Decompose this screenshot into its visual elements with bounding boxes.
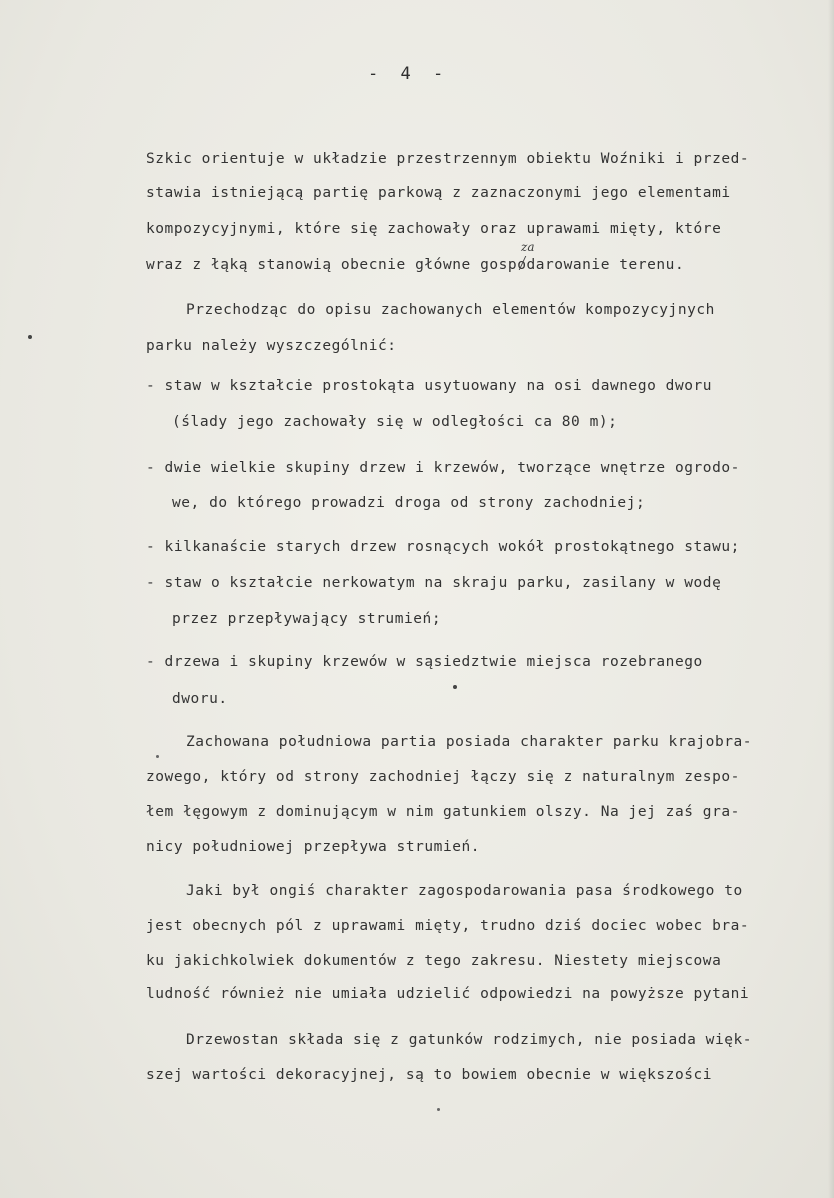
text-line: ludność również nie umiała udzielić odpowiedzi na powyższe pytani [146,986,750,1002]
text-line: Zachowana południowa partia posiada charakter parku krajobra- [186,734,753,750]
page-number: - 4 - [368,64,450,84]
page-edge-shadow [828,0,834,1198]
text-line: Jaki był ongiś charakter zagospodarowania pasa środkowego to [186,883,743,899]
text-line: nicy południowej przepływa strumień. [146,839,481,855]
text-line: stawia istniejącą partię parkową z zaznaczonymi jego elementami [146,185,731,201]
text-line: przez przepływający strumień; [172,611,442,627]
text-line: Drzewostan składa się z gatunków rodzimych, nie posiada więk- [186,1032,753,1048]
text-line: Szkic orientuje w układzie przestrzennym obiektu Woźniki i przed- [146,151,750,167]
ink-speck-icon [437,1108,440,1111]
text-line: - dwie wielkie skupiny drzew i krzewów, tworzące wnętrze ogrodo- [146,460,740,476]
text-line: ku jakichkolwiek dokumentów z tego zakresu. Niestety miejscowa [146,953,722,969]
text-line: dworu. [172,691,228,707]
text-line: kompozycyjnymi, które się zachowały oraz uprawami mięty, które [146,221,722,237]
ink-speck-icon [453,685,457,689]
text-line: Przechodząc do opisu zachowanych elementów kompozycyjnych [186,302,715,318]
text-line: (ślady jego zachowały się w odległości ca 80 m); [172,414,618,430]
text-line: - staw o kształcie nerkowatym na skraju parku, zasilany w wodę [146,575,722,591]
text-line: wraz z łąką stanowią obecnie główne gospodarowanie terenu. [146,257,685,273]
text-line: łem łęgowym z dominującym w nim gatunkiem olszy. Na jej zaś gra- [146,804,740,820]
text-line: - kilkanaście starych drzew rosnących wokół prostokątnego stawu; [146,539,740,555]
ink-speck-icon [156,755,159,758]
text-line: - staw w kształcie prostokąta usytuowany na osi dawnego dworu [146,378,713,394]
ink-speck-icon [28,335,32,339]
text-line: we, do którego prowadzi droga od strony zachodniej; [172,495,646,511]
text-line: szej wartości dekoracyjnej, są to bowiem obecnie w większości [146,1067,713,1083]
handwritten-insertion: za [521,240,535,254]
text-line: parku należy wyszczególnić: [146,338,397,354]
text-line: zowego, który od strony zachodniej łączy się z naturalnym zespo- [146,769,740,785]
text-line: - drzewa i skupiny krzewów w sąsiedztwie miejsca rozebranego [146,654,703,670]
text-line: jest obecnych pól z uprawami mięty, trudno dziś dociec wobec bra- [146,918,750,934]
